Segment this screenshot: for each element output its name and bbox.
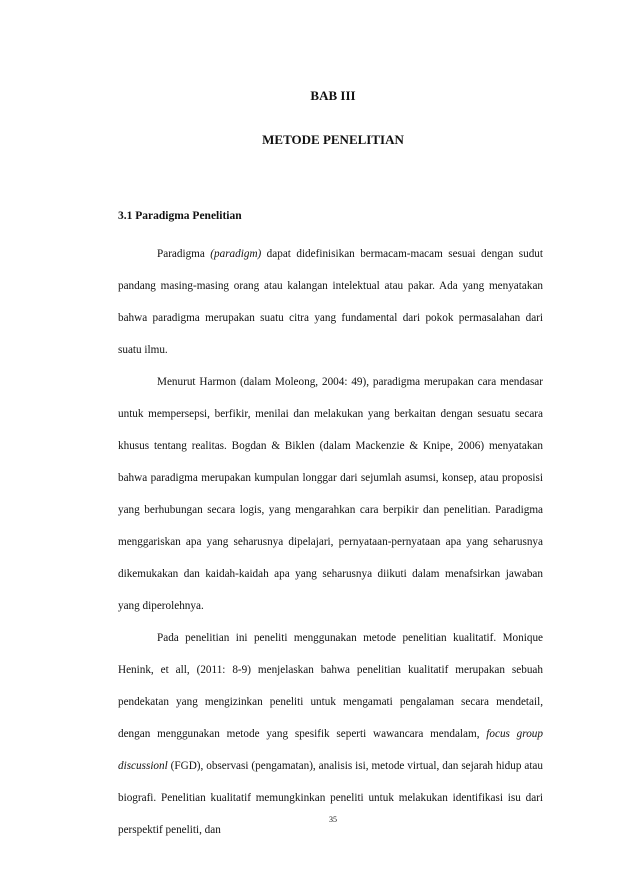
chapter-number: BAB III [310, 88, 356, 103]
paragraph-2: Menurut Harmon (dalam Moleong, 2004: 49), paradigma merupakan cara mendasar untuk mempersepsi, berfikir, menilai dan melakukan yang berkaitan dengan sesuatu secara khusus tentang realitas. Bogdan & Biklen (dalam Mackenzie & Knipe, 2006) menyatakan bahwa paradigma merupakan kumpulan longgar dari sejumlah asumsi, konsep, atau proposisi yang berhubungan secara logis, yang mengarahkan cara berpikir dan penelitian. Paradigma menggariskan apa yang seharusnya dipelajari, pernyataan-pernyataan apa yang seharusnya dikemukakan dan kaidah-kaidah apa yang seharusnya diikuti dalam menafsirkan jawaban yang diperolehnya. [118, 376, 543, 612]
paragraph-3-term: focus group discussionl [118, 728, 543, 772]
paragraph-1-term: (paradigm) [210, 248, 262, 260]
paragraph-1-pre: Paradigma [157, 248, 211, 260]
paragraph-3 [118, 622, 543, 846]
paragraph-1-post: dapat didefinisikan bermacam-macam sesuai dengan sudut pandang masing-masing orang atau kalangan intelektual atau pakar. Ada yang menyatakan bahwa paradigma merupakan suatu citra yang fundamental dari pokok permasalahan dari suatu ilmu. [118, 248, 544, 356]
paragraph-3-post: (FGD), observasi (pengamatan), analisis isi, metode virtual, dan sejarah hidup atau biografi. Penelitian kualitatif memungkinkan peneliti untuk melakukan identifikasi isu dari perspektif peneliti, dan [118, 760, 543, 836]
section-heading: 3.1 Paradigma Penelitian [118, 210, 242, 222]
paragraph-1 [118, 238, 543, 366]
paragraph-3-pre: Pada penelitian ini peneliti menggunakan metode penelitian kualitatif. Monique Henink, et all, (2011: 8-9) menjelaskan bahwa penelitian kualitatif merupakan sebuah pendekatan yang mengizinkan peneliti untuk mengamati pengalaman secara mendetail, dengan menggunakan metode yang spesifik seperti wawancara mendalam, [118, 632, 543, 740]
chapter-title: METODE PENELITIAN [262, 132, 404, 147]
body-text [118, 238, 543, 846]
page-number: 35 [329, 815, 337, 824]
